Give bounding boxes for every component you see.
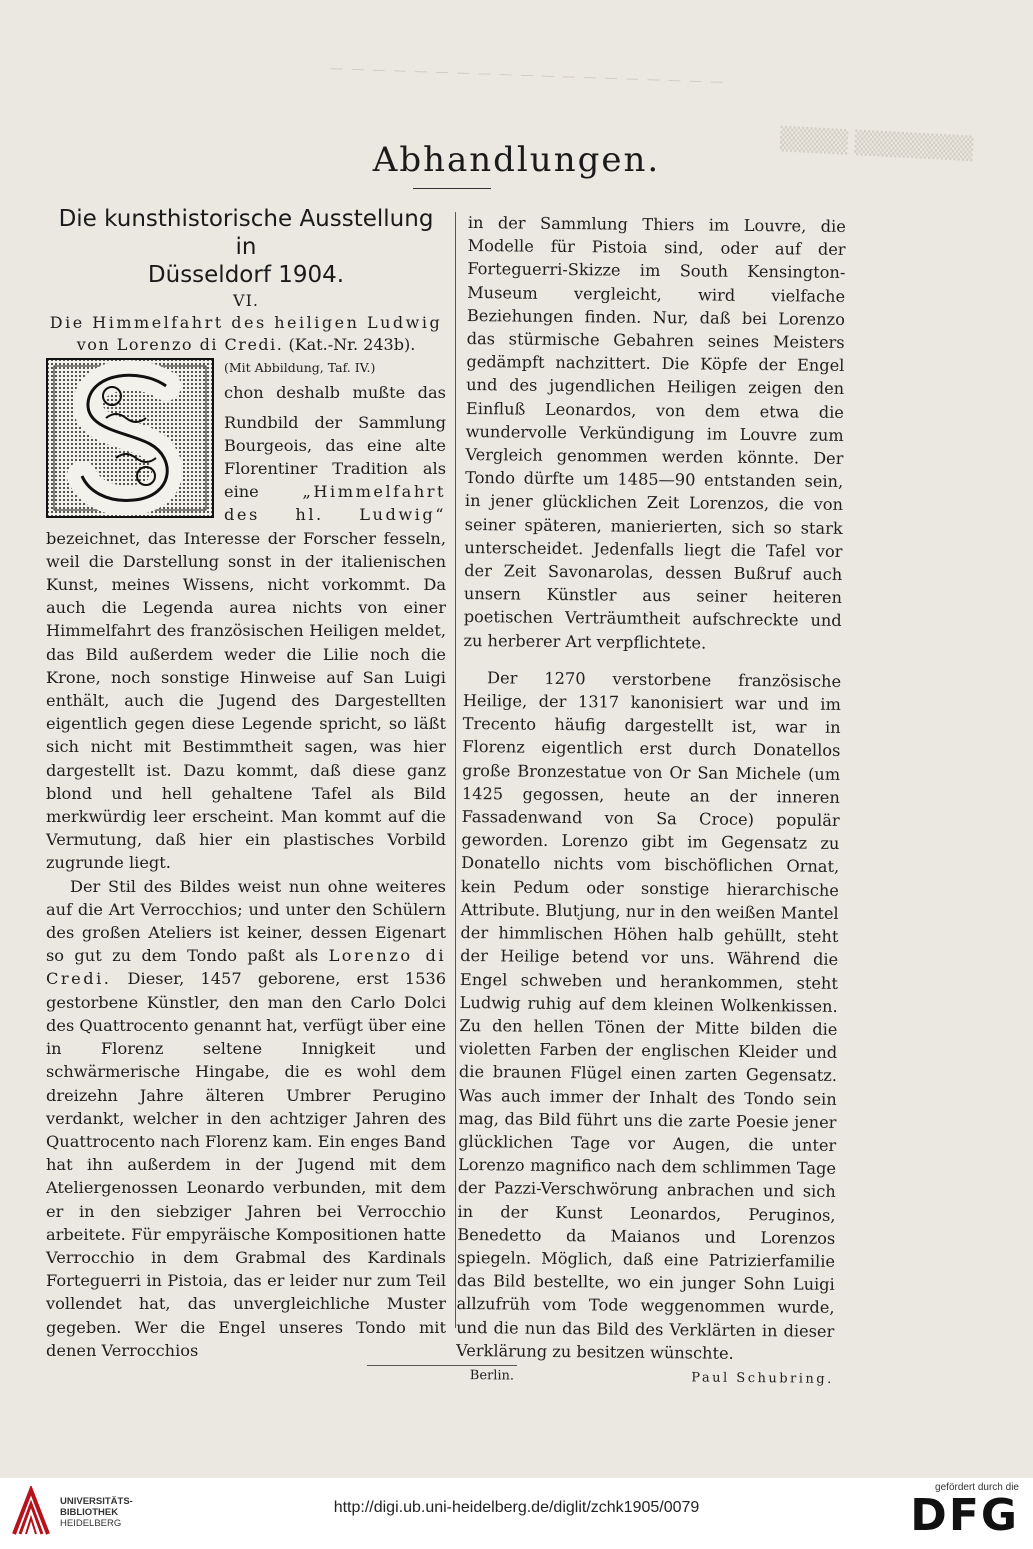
subtitle-artist: Lorenzo di Credi.	[116, 335, 284, 355]
show-through-text: ▒▒▒▒ ▒▒▒▒▒▒▒	[779, 126, 974, 163]
article-subtitle-line1: Die Himmelfahrt des heiligen Ludwig	[49, 313, 443, 333]
section-title: Abhandlungen.	[372, 140, 661, 180]
left-p1-emphasis: „Himmelfahrt des hl. Ludwig“	[224, 482, 446, 525]
permalink-url[interactable]: http://digi.ub.uni-heidelberg.de/diglit/zchk1905/0079	[333, 1499, 700, 1516]
signature	[456, 1364, 834, 1391]
library-name-line1: UNIVERSITÄTS-	[60, 1495, 133, 1507]
illustration-note: (Mit Abbildung, Taf. IV.)	[224, 360, 376, 376]
right-paragraph-2: Der 1270 verstorbene französische Heilige, der 1317 kanonisiert war und im Trecento häufig dargestellt ist, war in Florenz eigentlich erst durch Donatellos große Bronzestatue von Or San Michele (um 1425 gegossen, heute an der inneren Fassadenwand von Sa Croce) populär geworden. Lorenzo gibt im Gegensatz zu Donatello nichts vom bischöflichen Ornat, kein Pedum oder sonstige hierarchische Attribute. Blutjung, nur in den weißen Mantel der himmlischen Höhen halb gehüllt, steht der Heilige betend vor uns. Während die Engel schweben und herankommen, steht Ludwig ruhig auf dem kleinen Wolkenkissen. Zu den hellen Tönen der Mitte bilden die violetten Farben der englischen Kleider und die braunen Flügel einen zarten Gegensatz. Was auch immer der Inhalt des Tondo sein mag, das Bild führt uns die zarte Poesie jener glücklichen Tage vor Augen, die unter Lorenzo magnifico nach dem schlimmen Tage der Pazzi-Verschwörung anbrachen und sich in der Kunst Leonardos, Peruginos, Benedetto da Maianos und Lorenzos spiegeln. Möglich, daß eine Patrizierfamilie das Bild bestellte, wo ein junger Sohn Luigi allzufrüh vom Tode weggenommen wurde, und die nun das Bild des Verklärten in dieser Verklärung zu besitzen wünschte.	[455, 668, 842, 1363]
left-p1-part-c: bezeichnet, das Interesse der Forscher fesseln, weil die Darstellung sonst in der italienischen Kunst, meines Wissens, nicht vorkommt. Da auch die Legenda aurea nichts von einer Himmelfahrt des französischen Heiligen meldet, das Bild außerdem weder die Lilie noch die Krone, noch sonstige Hinweise auf San Luigi enthält, auch die Jugend des Dargestellten eigentlich gegen diese Legende spricht, so läßt sich nicht mit Bestimmtheit sagen, was hier dargestellt ist. Dazu kommt, daß diese ganz blond und hell gehaltene Tafel als Bild merkwürdig leer erscheint. Man kommt auf die Vermutung, daß hier ein plastisches Vorbild zugrunde liegt.	[46, 528, 446, 873]
initial-s-icon	[46, 358, 214, 518]
signature-place: Berlin.	[469, 1368, 515, 1384]
left-column	[46, 205, 446, 1362]
column-divider	[455, 212, 456, 1328]
library-name-line2: BIBLIOTHEK	[60, 1506, 119, 1518]
left-p2-artist: Lorenzo di Credi.	[46, 946, 446, 989]
article-part: VI.	[233, 291, 259, 310]
subtitle-catalog: (Kat.-Nr. 243b).	[283, 335, 416, 355]
article-title-line2: Düsseldorf 1904.	[147, 262, 345, 288]
bottom-rule	[367, 1365, 517, 1366]
article-title-line1: Die kunsthistorische Ausstellung in	[58, 206, 434, 260]
library-name-line3: HEIDELBERG	[60, 1517, 122, 1529]
dfg-logo[interactable]: DFG	[910, 1490, 1019, 1541]
subtitle-von: von	[76, 335, 117, 355]
sponsor-text: gefördert durch die	[935, 1482, 1019, 1493]
right-paragraph-1: in der Sammlung Thiers im Louvre, die Modelle für Pistoia sind, oder auf der Forteguerri-Skizze im South Kensington-Museum vergleicht, wird vielfache Beziehungen finden. Nur, daß bei Lorenzo das stürmische Gebahren seines Meisters gedämpft nachzittert. Die Köpfe der Engel und des jugendlichen Heiligen zeigen den Einfluß Leonardos, von dem etwa die wundervolle Verkündigung im Louvre zum Vergleich genommen werden könnte. Der Tondo dürfte um 1485—90 entstanden sein, in jener glücklichen Zeit Lorenzos, die von seiner späteren, manierierten, sich so stark unterscheidet. Jedenfalls liegt die Tafel vor der Zeit Savonarolas, dessen Bußruf auch unsern Künstler aus seiner heiteren poetischen Verträumtheit aufschreckte und zu herberer Art verpflichtete.	[463, 212, 846, 653]
title-rule	[413, 188, 491, 189]
decorative-initial	[46, 358, 214, 520]
left-p1-part-a: chon deshalb mußte das Rundbild der Sammlung Bourgeois, das eine alte Florentiner Tradition als eine	[224, 383, 446, 502]
sponsor-block	[910, 1482, 1019, 1539]
left-p2-part-a: Der Stil des Bildes weist nun ohne weiteres auf die Art Verrocchios; und unter den Schülern des großen Ateliers ist keiner, dessen Eigenart so gut zu dem Tondo paßt als	[46, 876, 446, 966]
article-subtitle-line2	[46, 334, 446, 356]
left-paragraph-2	[46, 875, 446, 1362]
viewer-footer	[0, 1478, 1033, 1549]
right-column	[456, 211, 846, 1391]
signature-author: Paul Schubring.	[691, 1370, 834, 1387]
left-p2-part-c: Dieser, 1457 geborene, erst 1536 gestorbene Künstler, den man den Carlo Dolci des Quattrocento genannt hat, verfügt über eine in Florenz seltene Innigkeit und schwärmerische Hingabe, die es wohl dem dreizehn Jahre älteren Umbrer Perugino verdankt, welcher in den achtziger Jahren des Quattrocento nach Florenz kam. Ein enges Band hat ihn außerdem in der Jugend mit dem Ateliergenossen Leonardo verbunden, mit dem er in den siebziger Jahren bei Verrocchio arbeitete. Für empyräische Kompositionen hatte Verrocchio in dem Grabmal des Kardinals Forteguerri in Pistoia, das er leider nur zum Teil vollendet hat, das unvergleichliche Muster gegeben. Wer die Engel unseres Tondo mit denen Verrocchios	[46, 969, 447, 1360]
show-through-header: — — — — — — — — — — — — — — — — — — —	[329, 61, 726, 90]
